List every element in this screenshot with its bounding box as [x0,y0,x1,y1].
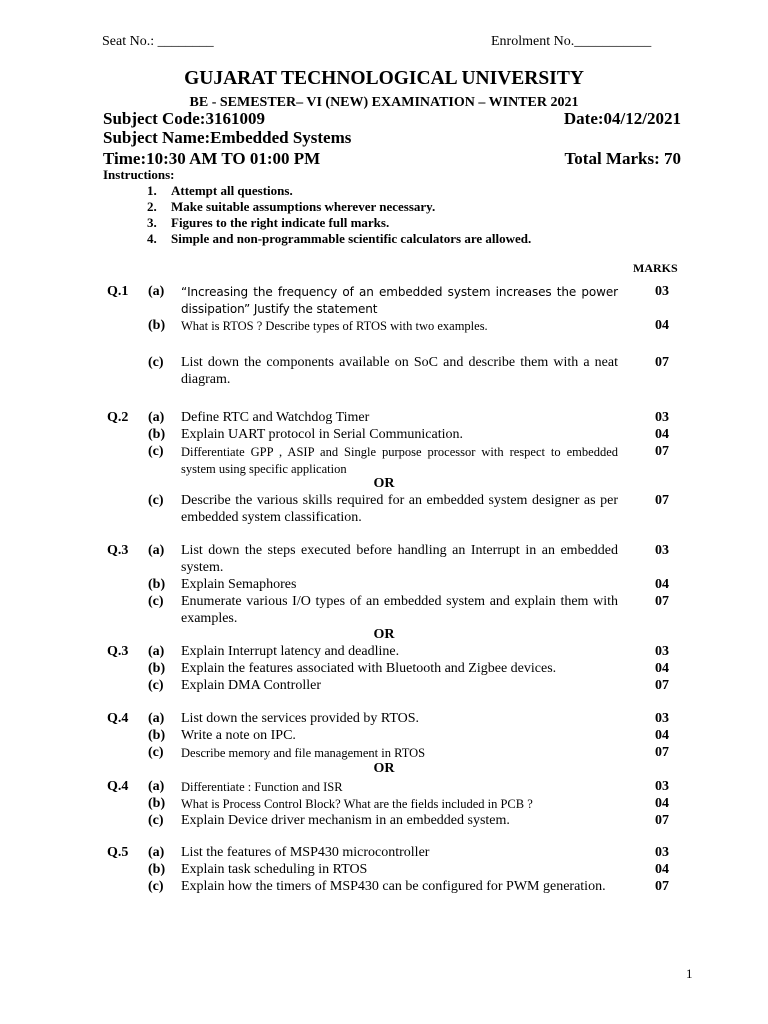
sub-question-label: (c) [148,813,164,828]
sub-question-label: (b) [148,661,166,676]
question-marks: 03 [655,779,669,794]
sub-question-label: (c) [148,444,164,459]
question-text: List the features of MSP430 microcontroller [181,845,430,860]
question-marks: 03 [655,284,669,299]
question-text: What is RTOS ? Describe types of RTOS with two examples. [181,319,488,333]
sub-question-label: (b) [148,427,166,442]
sub-question-label: (c) [148,745,164,760]
sub-question-label: (c) [148,594,164,609]
question-marks: 07 [655,493,669,508]
or-separator: OR [373,627,395,642]
instruction-text: Simple and non-programmable scientific calculators are allowed. [171,231,532,246]
question-marks: 07 [655,678,669,693]
question-marks: 07 [655,879,669,894]
question-text: Enumerate various I/O types of an embedded system and explain them with examples. [181,594,618,626]
sub-question-label: (a) [148,845,165,860]
university-title: GUJARAT TECHNOLOGICAL UNIVERSITY [184,68,584,89]
question-text: List down the services provided by RTOS. [181,711,420,726]
subject-name: Subject Name:Embedded Systems [103,128,352,147]
sub-question-label: (a) [148,543,165,558]
subject-code: Subject Code:3161009 [103,109,265,128]
question-text: List down the components available on SoC and describe them with a neat diagram. [181,355,618,387]
question-text: Explain Semaphores [181,577,297,592]
instruction-num: 1. [147,183,157,198]
sub-question-label: (a) [148,284,165,299]
instruction-text: Figures to the right indicate full marks. [171,215,390,230]
sub-question-label: (b) [148,862,166,877]
question-marks: 03 [655,711,669,726]
question-number: Q.3 [107,644,129,659]
question-marks: 07 [655,355,669,370]
question-marks: 04 [655,728,669,743]
question-marks: 07 [655,745,669,760]
question-text: Explain DMA Controller [181,678,321,693]
seat-no: Seat No.: ________ [102,34,214,49]
question-marks: 04 [655,796,669,811]
marks-heading: MARKS [633,261,678,275]
page-number: 1 [686,966,693,981]
question-marks: 04 [655,577,669,592]
sub-question-label: (b) [148,796,166,811]
instructions-title: Instructions: [103,167,175,182]
instruction-num: 3. [147,215,157,230]
or-separator: OR [373,761,395,776]
question-text: “Increasing the frequency of an embedded system increases the power dissipation” Justify the statement [181,285,618,316]
exam-date: Date:04/12/2021 [563,109,681,128]
sub-question-label: (b) [148,728,166,743]
question-marks: 04 [655,318,669,333]
question-text: Explain Interrupt latency and deadline. [181,644,400,659]
sub-question-label: (c) [148,678,164,693]
question-number: Q.4 [107,779,129,794]
question-number: Q.1 [107,284,129,299]
question-text: What is Process Control Block? What are the fields included in PCB ? [181,797,533,811]
question-marks: 07 [655,813,669,828]
exam-title: BE - SEMESTER– VI (NEW) EXAMINATION – WINTER 2021 [189,95,579,110]
instruction-num: 2. [147,199,157,214]
question-number: Q.4 [107,711,129,726]
sub-question-label: (c) [148,879,164,894]
instruction-text: Attempt all questions. [171,183,293,198]
question-marks: 04 [655,427,669,442]
sub-question-label: (b) [148,577,166,592]
question-text: Explain UART protocol in Serial Communication. [181,427,463,442]
question-text: Describe the various skills required for an embedded system designer as per embedded system classification. [181,493,618,525]
sub-question-label: (a) [148,644,165,659]
question-marks: 03 [655,410,669,425]
question-number: Q.3 [107,543,129,558]
instruction-num: 4. [147,231,157,246]
question-number: Q.5 [107,845,129,860]
instruction-text: Make suitable assumptions wherever necessary. [171,199,436,214]
question-text: Describe memory and file management in RTOS [181,746,426,760]
question-text: List down the steps executed before handling an Interrupt in an embedded system. [181,543,618,575]
sub-question-label: (a) [148,779,165,794]
sub-question-label: (a) [148,410,165,425]
question-text: Write a note on IPC. [181,728,296,743]
sub-question-label: (a) [148,711,165,726]
total-marks: Total Marks: 70 [564,149,681,168]
question-text: Differentiate GPP , ASIP and Single purpose processor with respect to embedded system using specific application [181,445,618,476]
enrolment-no: Enrolment No.___________ [491,34,652,49]
question-marks: 07 [655,444,669,459]
question-marks: 07 [655,594,669,609]
question-text: Differentiate : Function and ISR [181,780,343,794]
or-separator: OR [373,476,395,491]
sub-question-label: (c) [148,493,164,508]
question-marks: 03 [655,845,669,860]
exam-time: Time:10:30 AM TO 01:00 PM [103,149,321,168]
question-text: Define RTC and Watchdog Timer [181,410,370,425]
question-number: Q.2 [107,410,129,425]
question-marks: 03 [655,543,669,558]
question-marks: 04 [655,862,669,877]
sub-question-label: (c) [148,355,164,370]
question-text: Explain how the timers of MSP430 can be configured for PWM generation. [181,879,606,894]
sub-question-label: (b) [148,318,166,333]
question-marks: 04 [655,661,669,676]
question-marks: 03 [655,644,669,659]
question-text: Explain the features associated with Bluetooth and Zigbee devices. [181,661,557,676]
question-text: Explain task scheduling in RTOS [181,862,368,877]
question-text: Explain Device driver mechanism in an embedded system. [181,813,510,828]
